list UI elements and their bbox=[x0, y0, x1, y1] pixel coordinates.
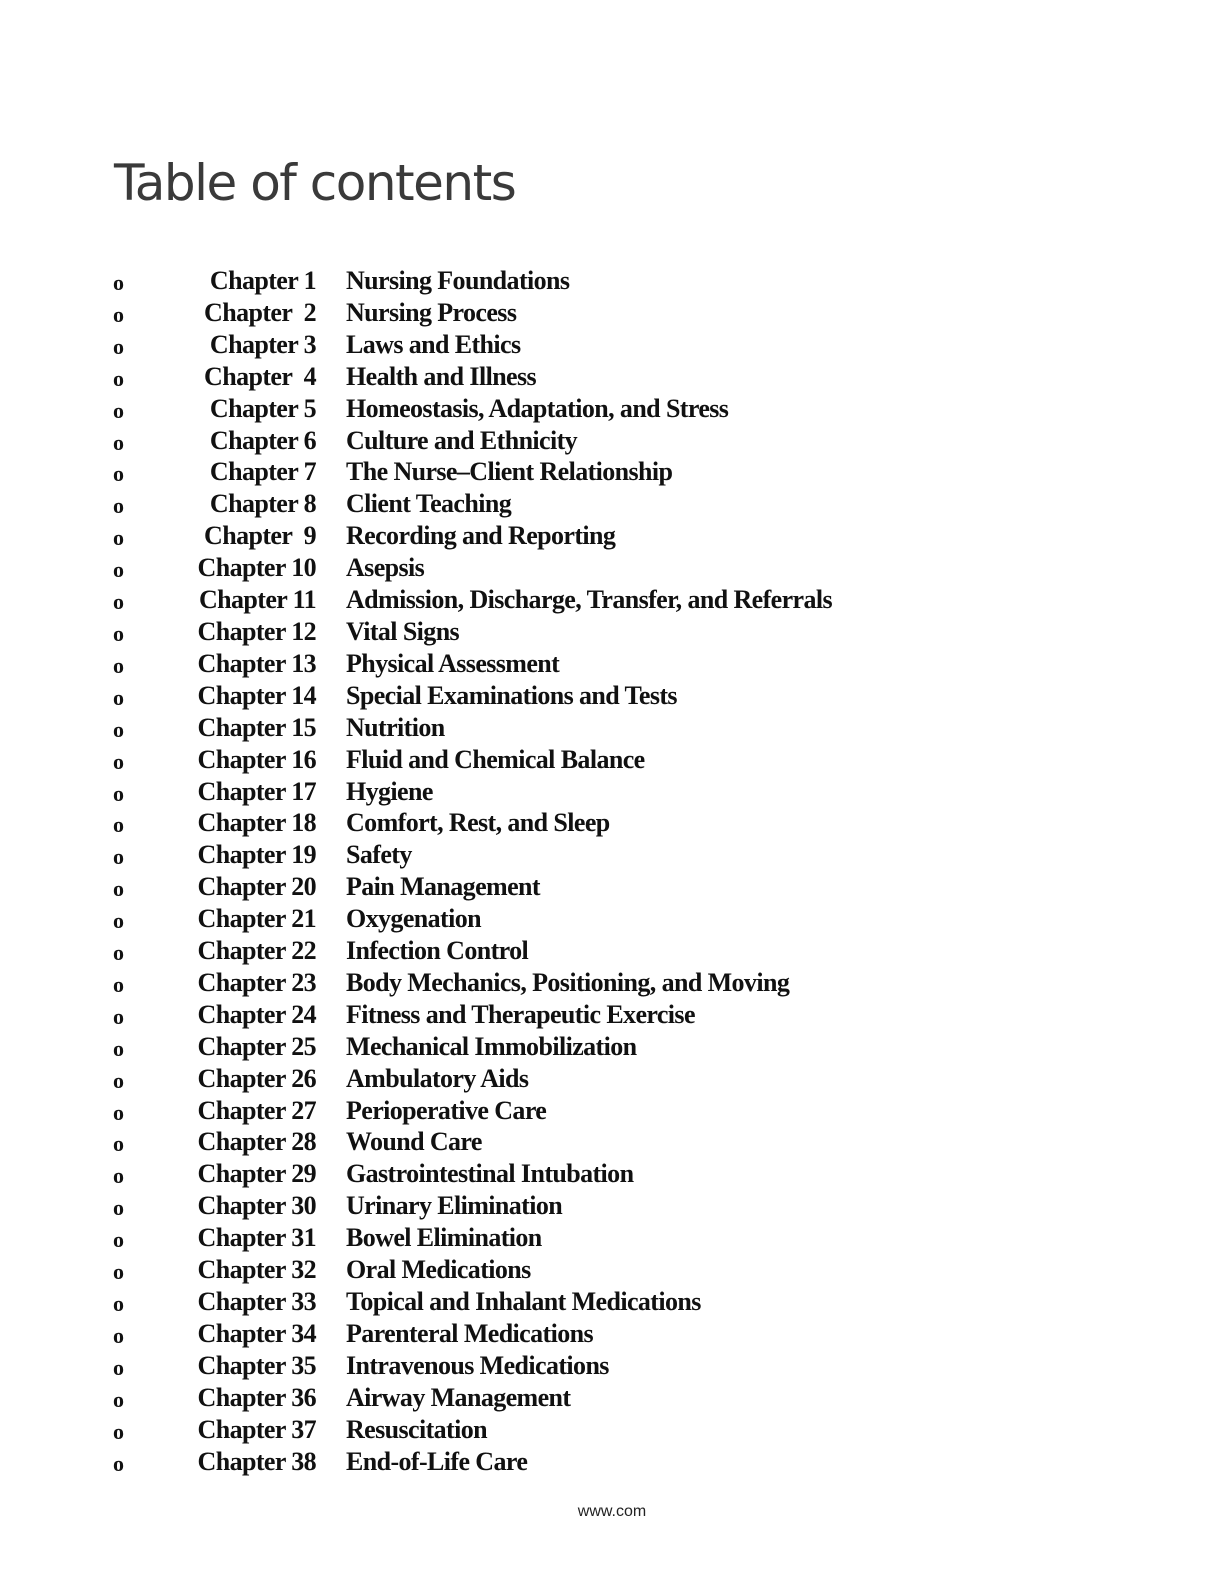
chapter-number: Chapter 22 bbox=[197, 936, 316, 966]
chapter-number: Chapter 38 bbox=[197, 1446, 316, 1476]
chapter-title: Culture and Ethnicity bbox=[346, 425, 578, 455]
list-bullet: o bbox=[113, 461, 124, 487]
chapter-number: Chapter 26 bbox=[197, 1063, 316, 1093]
chapter-number: Chapter 3 bbox=[209, 329, 316, 359]
page-title: Table of contents bbox=[114, 154, 516, 212]
chapter-number: Chapter 25 bbox=[197, 1031, 316, 1061]
list-bullet: o bbox=[113, 429, 124, 455]
list-bullet: o bbox=[113, 1259, 124, 1285]
toc-entry bbox=[0, 1000, 1224, 1032]
chapter-title: Oral Medications bbox=[346, 1255, 531, 1285]
chapter-number: Chapter 32 bbox=[197, 1255, 316, 1285]
chapter-number: Chapter 20 bbox=[197, 872, 316, 902]
toc-entry bbox=[0, 457, 1224, 489]
list-bullet: o bbox=[113, 301, 124, 327]
chapter-number: Chapter 14 bbox=[197, 680, 316, 710]
chapter-number: Chapter 19 bbox=[197, 840, 316, 870]
chapter-title: Gastrointestinal Intubation bbox=[346, 1159, 634, 1189]
list-bullet: o bbox=[113, 1163, 124, 1189]
list-bullet: o bbox=[113, 589, 124, 615]
chapter-number: Chapter 7 bbox=[209, 457, 316, 487]
chapter-number: Chapter 17 bbox=[197, 776, 316, 806]
chapter-number: Chapter 16 bbox=[197, 744, 316, 774]
list-bullet: o bbox=[113, 1035, 124, 1061]
chapter-title: Comfort, Rest, and Sleep bbox=[346, 808, 610, 838]
toc-entry bbox=[0, 1096, 1224, 1128]
toc-entry bbox=[0, 362, 1224, 394]
chapter-number: Chapter 24 bbox=[197, 999, 316, 1029]
list-bullet: o bbox=[113, 652, 124, 678]
toc-entry bbox=[0, 872, 1224, 904]
list-bullet: o bbox=[113, 557, 124, 583]
chapter-title: Nursing Foundations bbox=[346, 266, 570, 295]
chapter-title: Urinary Elimination bbox=[346, 1191, 563, 1221]
toc-entry bbox=[0, 585, 1224, 617]
list-bullet: o bbox=[113, 971, 124, 997]
chapter-number: Chapter 29 bbox=[197, 1159, 316, 1189]
table-of-contents bbox=[0, 266, 1224, 1478]
list-bullet: o bbox=[113, 620, 124, 646]
chapter-number: Chapter 15 bbox=[197, 712, 316, 742]
toc-entry bbox=[0, 1447, 1224, 1479]
toc-entry bbox=[0, 266, 1224, 298]
chapter-title: Airway Management bbox=[346, 1382, 571, 1412]
toc-entry bbox=[0, 1223, 1224, 1255]
list-bullet: o bbox=[113, 780, 124, 806]
list-bullet: o bbox=[113, 1386, 124, 1412]
list-bullet: o bbox=[113, 397, 124, 423]
toc-entry bbox=[0, 394, 1224, 426]
chapter-number: Chapter 9 bbox=[204, 521, 316, 551]
toc-entry bbox=[0, 904, 1224, 936]
chapter-number: Chapter 27 bbox=[197, 1095, 316, 1125]
chapter-number: Chapter 31 bbox=[197, 1223, 316, 1253]
chapter-number: Chapter 5 bbox=[209, 393, 316, 423]
chapter-number: Chapter 4 bbox=[204, 361, 316, 391]
chapter-title: Recording and Reporting bbox=[346, 521, 616, 551]
chapter-number: Chapter 18 bbox=[197, 808, 316, 838]
chapter-title: Topical and Inhalant Medications bbox=[346, 1287, 701, 1316]
toc-entry bbox=[0, 330, 1224, 362]
toc-entry bbox=[0, 1415, 1224, 1447]
chapter-title: The Nurse–Client Relationship bbox=[346, 457, 673, 487]
chapter-title: Wound Care bbox=[346, 1127, 482, 1157]
chapter-number: Chapter 6 bbox=[209, 425, 316, 455]
list-bullet: o bbox=[113, 1227, 124, 1253]
chapter-title: Nursing Process bbox=[346, 297, 517, 327]
list-bullet: o bbox=[113, 1003, 124, 1029]
chapter-number: Chapter 13 bbox=[197, 648, 316, 678]
chapter-title: Mechanical Immobilization bbox=[346, 1031, 637, 1061]
chapter-title: Resuscitation bbox=[346, 1414, 487, 1444]
toc-entry bbox=[0, 1064, 1224, 1096]
chapter-title: Homeostasis, Adaptation, and Stress bbox=[346, 393, 729, 423]
toc-entry bbox=[0, 840, 1224, 872]
chapter-number: Chapter 1 bbox=[209, 266, 316, 295]
chapter-number: Chapter 8 bbox=[209, 489, 316, 519]
chapter-number: Chapter 30 bbox=[197, 1191, 316, 1221]
toc-entry bbox=[0, 1159, 1224, 1191]
chapter-title: Bowel Elimination bbox=[346, 1223, 542, 1253]
list-bullet: o bbox=[113, 1291, 124, 1316]
chapter-number: Chapter 2 bbox=[204, 297, 316, 327]
chapter-title: Body Mechanics, Positioning, and Moving bbox=[346, 967, 790, 997]
list-bullet: o bbox=[113, 876, 124, 902]
chapter-number: Chapter 34 bbox=[197, 1318, 316, 1348]
toc-entry bbox=[0, 968, 1224, 1000]
toc-entry bbox=[0, 298, 1224, 330]
toc-entry bbox=[0, 1319, 1224, 1351]
chapter-title: Vital Signs bbox=[346, 616, 460, 646]
chapter-title: Fitness and Therapeutic Exercise bbox=[346, 999, 695, 1029]
list-bullet: o bbox=[113, 1322, 124, 1348]
chapter-title: Laws and Ethics bbox=[346, 329, 521, 359]
chapter-number: Chapter 28 bbox=[197, 1127, 316, 1157]
toc-entry bbox=[0, 681, 1224, 713]
toc-entry bbox=[0, 777, 1224, 809]
chapter-title: Infection Control bbox=[346, 936, 529, 966]
chapter-number: Chapter 36 bbox=[197, 1382, 316, 1412]
list-bullet: o bbox=[113, 1195, 124, 1221]
chapter-title: Ambulatory Aids bbox=[346, 1063, 529, 1093]
chapter-title: Admission, Discharge, Transfer, and Referrals bbox=[346, 585, 833, 615]
toc-entry bbox=[0, 745, 1224, 777]
toc-entry bbox=[0, 808, 1224, 840]
chapter-number: Chapter 11 bbox=[198, 585, 316, 615]
chapter-title: Oxygenation bbox=[346, 904, 481, 934]
toc-entry bbox=[0, 713, 1224, 745]
chapter-title: Intravenous Medications bbox=[346, 1350, 609, 1380]
chapter-title: End-of-Life Care bbox=[346, 1446, 528, 1476]
chapter-number: Chapter 21 bbox=[197, 904, 316, 934]
toc-entry bbox=[0, 521, 1224, 553]
list-bullet: o bbox=[113, 1354, 124, 1380]
list-bullet: o bbox=[113, 748, 124, 774]
page-footer: www.com bbox=[577, 1503, 647, 1520]
toc-entry bbox=[0, 1351, 1224, 1383]
list-bullet: o bbox=[113, 716, 124, 742]
list-bullet: o bbox=[113, 1418, 124, 1444]
toc-entry bbox=[0, 1255, 1224, 1287]
toc-entry bbox=[0, 649, 1224, 681]
list-bullet: o bbox=[113, 525, 124, 551]
toc-entry bbox=[0, 1191, 1224, 1223]
chapter-title: Health and Illness bbox=[346, 361, 537, 391]
list-bullet: o bbox=[113, 1067, 124, 1093]
toc-entry bbox=[0, 426, 1224, 458]
toc-entry bbox=[0, 1383, 1224, 1415]
list-bullet: o bbox=[113, 812, 124, 838]
list-bullet: o bbox=[113, 270, 124, 295]
list-bullet: o bbox=[113, 493, 124, 519]
chapter-number: Chapter 10 bbox=[197, 553, 316, 583]
chapter-title: Pain Management bbox=[346, 872, 540, 902]
chapter-title: Perioperative Care bbox=[346, 1095, 547, 1125]
toc-entry bbox=[0, 1032, 1224, 1064]
chapter-number: Chapter 12 bbox=[197, 616, 316, 646]
chapter-number: Chapter 23 bbox=[197, 967, 316, 997]
chapter-title: Special Examinations and Tests bbox=[346, 680, 677, 710]
list-bullet: o bbox=[113, 333, 124, 359]
toc-entry bbox=[0, 936, 1224, 968]
chapter-number: Chapter 33 bbox=[197, 1287, 316, 1316]
list-bullet: o bbox=[113, 940, 124, 966]
chapter-title: Hygiene bbox=[346, 776, 433, 806]
chapter-title: Nutrition bbox=[346, 712, 445, 742]
chapter-title: Physical Assessment bbox=[346, 648, 560, 678]
chapter-title: Parenteral Medications bbox=[346, 1318, 593, 1348]
chapter-number: Chapter 35 bbox=[197, 1350, 316, 1380]
list-bullet: o bbox=[113, 1131, 124, 1157]
chapter-title: Client Teaching bbox=[346, 489, 512, 519]
list-bullet: o bbox=[113, 844, 124, 870]
list-bullet: o bbox=[113, 1099, 124, 1125]
list-bullet: o bbox=[113, 684, 124, 710]
list-bullet: o bbox=[113, 1450, 124, 1476]
list-bullet: o bbox=[113, 365, 124, 391]
toc-entry bbox=[0, 1127, 1224, 1159]
chapter-number: Chapter 37 bbox=[197, 1414, 316, 1444]
toc-entry bbox=[0, 553, 1224, 585]
chapter-title: Asepsis bbox=[346, 553, 425, 583]
toc-entry bbox=[0, 617, 1224, 649]
toc-entry bbox=[0, 1287, 1224, 1319]
list-bullet: o bbox=[113, 908, 124, 934]
chapter-title: Safety bbox=[346, 840, 412, 870]
chapter-title: Fluid and Chemical Balance bbox=[346, 744, 645, 774]
toc-entry bbox=[0, 489, 1224, 521]
